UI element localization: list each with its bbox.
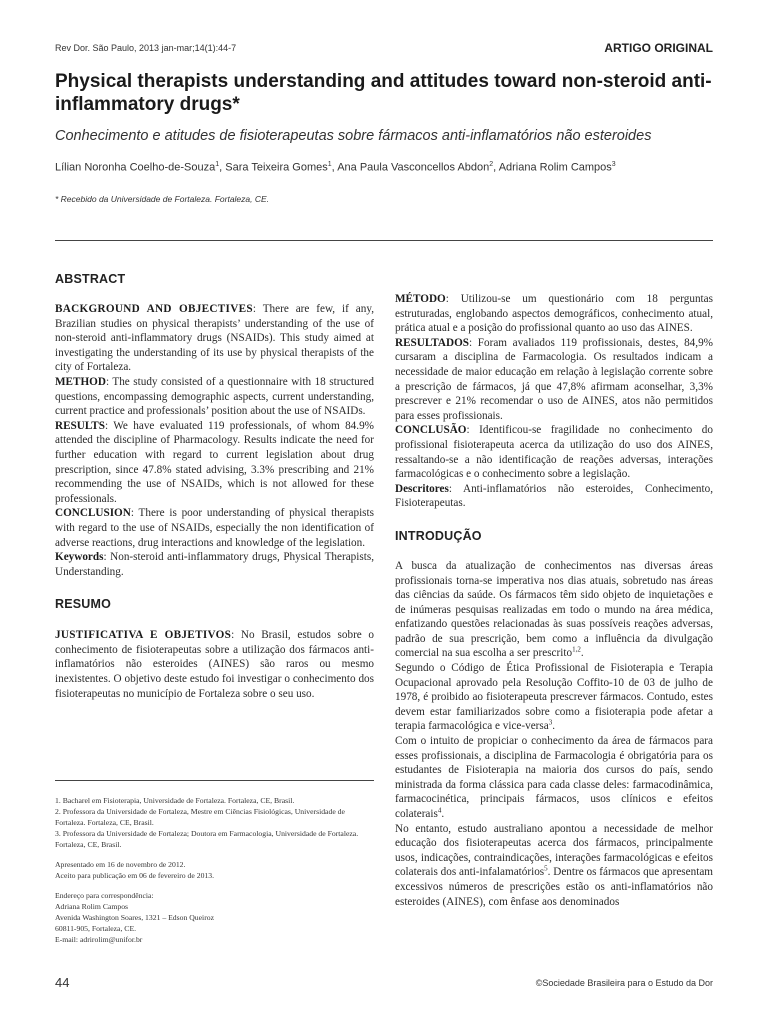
resumo-resultados: RESULTADOS: Foram avaliados 119 profissionais, destes, 84,9% cursaram a disciplina de Farmacologia. Os resultados indicam a necessidade de maior educação em relação à legislação corrente sobre a prescrição de fármacos, já que 47,8% afirmam aconselhar, 3,3% prescrever e 21% recomendar o uso de AINES, atos não permitidos para esses profissionais. <box>395 336 713 422</box>
intro-paragraph: No entanto, estudo australiano apontou a necessidade de melhor educação dos fisioterapeutas acerca dos fármacos, principalmente usos, indicações, contraindicações, interações farmacológicas e efeitos colaterais dos anti-infalamatórios$^5$. Dentre os fármacos que apresentam excessivos números de prescrições estão os anti-inflamatórios não esteroides (AINES), com ênfase aos denominados <box>395 822 713 908</box>
submitted-date: Apresentado em 16 de novembro de 2012. <box>55 860 186 869</box>
citation-ref: 1,2 <box>572 645 581 654</box>
abstract-method: METHOD: The study consisted of a questionnaire with 18 structured questions, encompassing demographic aspects, current understanding, current practice and professionals’ position about the use of NSAIDs. <box>55 375 374 418</box>
journal-reference: Rev Dor. São Paulo, 2013 jan-mar;14(1):44-7 <box>55 43 237 53</box>
page-number: 44 <box>55 975 70 990</box>
intro-paragraph: Segundo o Código de Ética Profissional de Fisioterapia e Terapia Ocupacional aprovado pela Resolução Coffito-10 de 03 de julho de 1978, é proibido ao fisioterapeuta prescrever fármacos. Contudo, estes devem estar familiarizados sobre como a fisioterapia pode afetar a terapia farmacológica e vice-versa$^3$. <box>395 662 713 733</box>
resumo-descritores: Descritores: Anti-inflamatórios não esteroides, Conhecimento, Fisioterapeutas. <box>395 482 713 510</box>
resumo-justificativa: JUSTIFICATIVA E OBJETIVOS: No Brasil, estudos sobre o conhecimento de fisioterapeutas sobre a utilização dos fármacos anti-inflamatórios não esteroides (AINES) são raros ou mesmo inexistentes. O objetivo deste estudo foi investigar o conhecimento dos fisioterapeutas no município de Fortaleza sobre o seu uso. <box>55 629 374 700</box>
left-column <box>55 272 374 701</box>
correspondence-city: 60811-905, Fortaleza, CE. <box>55 924 137 933</box>
article-title: Physical therapists understanding and attitudes toward non-steroid anti-inflammatory drugs* <box>55 71 712 115</box>
citation-ref: 5 <box>544 864 548 873</box>
author-affiliation-ref: 2 <box>489 161 494 168</box>
accepted-date: Aceito para publicação em 06 de fevereiro de 2013. <box>55 871 215 880</box>
affiliation-note: 2. Professora da Universidade de Fortaleza, Mestre em Ciências Fisiológicas, Universidade de Fortaleza. Fortaleza, CE, Brasil. <box>55 807 345 827</box>
resumo-conclusao: CONCLUSÃO: Identificou-se fragilidade no conhecimento do profissional fisioterapeuta acerca da utilização do uso dos AINES, ressaltando-se a não identificação de reações adversas, interações farmacológicas e o conhecimento sobre a legislação. <box>395 424 713 481</box>
affiliation-note: 3. Professora da Universidade de Fortaleza; Doutora em Farmacologia, Universidade de Fortaleza. Fortaleza, CE, Brasil. <box>55 829 359 849</box>
received-note: * Recebido da Universidade de Fortaleza. Fortaleza, CE. <box>55 194 270 204</box>
citation-ref: 4 <box>437 806 442 815</box>
intro-paragraph: Com o intuito de propiciar o conhecimento da área de fármacos para esses profissionais, a disciplina de Farmacologia é obrigatória para os estudantes de Fisioterapia na maioria dos cursos do país, sendo ministrada da forma clássica para cada classe deles: farmacodinâmica, farmacocinética, principais fármacos, usos clínicos e efeitos colaterais$^4$. <box>395 735 713 820</box>
section-label: ARTIGO ORIGINAL <box>604 41 713 55</box>
right-column <box>395 292 713 909</box>
author-name: Sara Teixeira Gomes <box>225 161 328 174</box>
correspondence-street: Avenida Washington Soares, 1321 – Edson Queiroz <box>55 913 215 922</box>
abstract-background: BACKGROUND AND OBJECTIVES: There are few, if any, Brazilian studies on physical therapists’ understanding of the use of non-steroid anti-inflammatory drugs (NSAIDs). This study aimed at investigating the understanding of its use by physical therapists of the city of Fortaleza. <box>55 303 374 374</box>
resumo-metodo: MÉTODO: Utilizou-se um questionário com 18 perguntas estruturadas, englobando aspectos demográficos, conhecimento atual, prática atual e a posição do profissional quanto ao uso das AINES. <box>395 293 713 335</box>
introducao-heading: INTRODUÇÃO <box>395 528 482 543</box>
correspondence-email[interactable]: E-mail: adrirolim@unifor.br <box>55 935 143 944</box>
abstract-heading: ABSTRACT <box>55 272 126 286</box>
author-affiliation-ref: 1 <box>215 161 220 168</box>
affiliation-note: 1. Bacharel em Fisioterapia, Universidade de Fortaleza. Fortaleza, CE, Brasil. <box>55 796 295 805</box>
correspondence-name: Adriana Rolim Campos <box>55 902 129 911</box>
abstract-keywords: Keywords: Non-steroid anti-inflammatory drugs, Physical Therapists, Understanding. <box>55 551 374 578</box>
resumo-heading: RESUMO <box>55 597 112 612</box>
footnote-divider <box>55 780 374 781</box>
header-divider <box>55 240 713 241</box>
author-affiliation-ref: 3 <box>611 161 616 168</box>
intro-paragraph: A busca da atualização de conhecimentos nas diversas áreas profissionais torna-se imperativa nos dias atuais, sobretudo nas áreas das ciências da saúde. Os fármacos têm sido objeto de inquietações e de inúmeras pesquisas realizadas em todo o mundo na área médica, enfatizando questões relacionadas às suas possíveis reações adversas, padrão de sua prescrição, bem como a influência da divulgação comercial na sua escolha a ser prescrito$^{1,2}$. <box>395 559 713 660</box>
article-subtitle: Conhecimento e atitudes de fisioterapeutas sobre fármacos anti-inflamatórios não esteroides <box>55 128 652 144</box>
abstract-conclusion: CONCLUSION: There is poor understanding of physical therapists with regard to the use of NSAIDs, especially the non identification of adverse reactions, drug interactions and knowledge of the legislation. <box>55 507 374 549</box>
author-name: Adriana Rolim Campos <box>498 161 612 174</box>
author-name: Lílian Noronha Coelho-de-Souza <box>55 161 216 174</box>
copyright-notice: ©Sociedade Brasileira para o Estudo da Dor <box>535 978 713 988</box>
author-affiliation-ref: 1 <box>327 161 332 168</box>
author-name: Ana Paula Vasconcellos Abdon <box>337 161 490 174</box>
correspondence-label: Endereço para correspondência: <box>55 891 154 900</box>
author-list: Lílian Noronha Coelho-de-Souza$^1$, Sara Teixeira Gomes$^1$, Ana Paula Vasconcellos Abdon$^2$, Adriana Rolim Campos$^3$ <box>55 161 616 174</box>
citation-ref: 3 <box>548 718 553 727</box>
abstract-results: RESULTS: We have evaluated 119 professionals, of whom 84.9% attended the discipline of Pharmacology. Results indicate the need for further education with regard to current legislation about drug prescription, since 47.8% stated advising, 3.3% prescribing and 21% recommending the use of NSAIDs, which is not allowed for these professionals. <box>55 419 374 505</box>
footnotes <box>55 795 374 945</box>
